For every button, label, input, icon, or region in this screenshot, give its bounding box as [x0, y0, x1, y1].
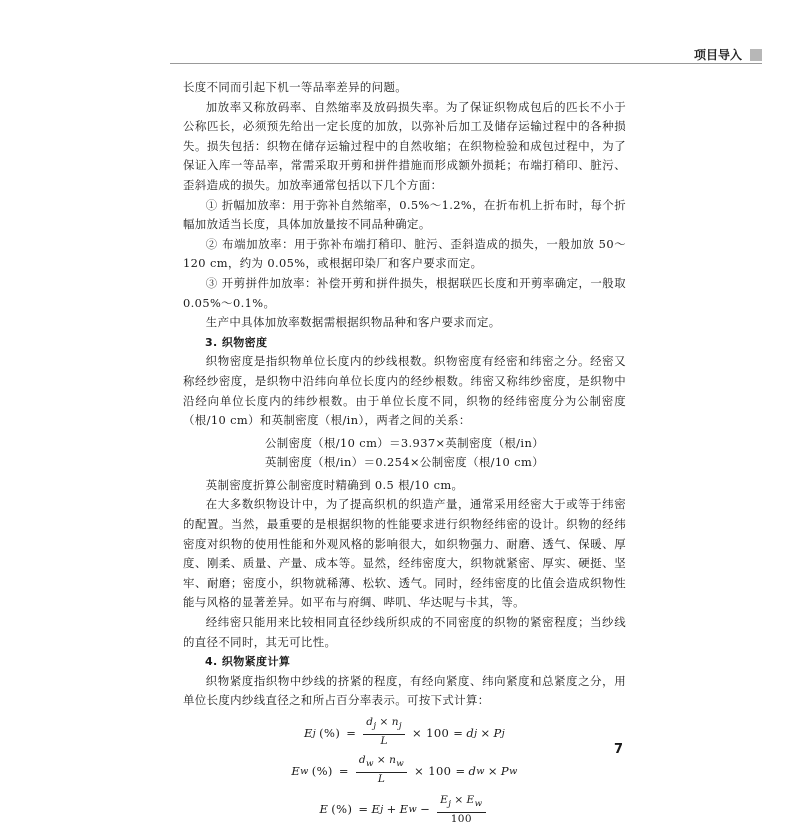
fraction: $\frac{E_j \times E_w}{100}$: [437, 794, 485, 825]
equation-imperial-density: 英制密度（根/in）＝0.254×公制密度（根/10 cm）: [265, 455, 544, 470]
section-heading-tightness: 4. 织物紧度计算: [205, 655, 291, 669]
paragraph-allowance-note: 生产中具体加放率数据需根据织物品种和客户要求而定。: [205, 315, 501, 330]
page-header: [694, 46, 762, 63]
density-equations: [183, 434, 626, 473]
paragraph-cut-allowance: ③ 开剪拼件加放率：补偿开剪和拼件损失，根据联匹长度和开剪率确定，一般取 0.05%～0.1%。: [183, 275, 626, 310]
paragraph-tightness-definition: 织物紧度指织物中纱线的挤紧的程度，有经向紧度、纬向紧度和总紧度之分，用单位长度内纱线直径之和所占百分率表示。可按下式计算：: [183, 673, 626, 708]
header-rule: [170, 63, 762, 64]
formula-weft-tightness: E w (%) = $\frac{d_w \times n_w}{L}$ × 100 = d w × P w: [183, 753, 626, 791]
section-heading-density: 3. 织物密度: [205, 335, 268, 349]
paragraph-density-comparison: 经纬密只能用来比较相同直径纱线所织成的不同密度的织物的紧密程度；当纱线的直径不同时，其无可比性。: [183, 615, 626, 649]
paragraph-continuation: 长度不同而引起下机一等品率差异的问题。: [183, 80, 408, 94]
paragraph-allowance-rate: 加放率又称放码率、自然缩率及放码损失率。为了保证织物成包后的匹长不小于公称匹长，必须预先给出一定长度的加放，以弥补后加工及储存运输过程中的各种损失。损失包括：织物在储存运输过程中的自然收缩；在织物检验和成包过程中，为了保证入库一等品率，常需采取开剪和拼件措施而形成额外损耗；布端打稍印、脏污、歪斜造成的损失。加放率通常包括以下几个方面：: [183, 99, 626, 192]
paragraph-density-definition: 织物密度是指织物单位长度内的纱线根数。织物密度有经密和纬密之分。经密又称经纱密度，是织物中沿纬向单位长度内的经纱根数。纬密又称纬纱密度，是织物中沿经向单位长度内的纬纱根数。由于单位长度不同，织物的经纬密度分为公制密度（根/10 cm）和英制密度（根/in），两者之间的关系：: [183, 354, 626, 428]
paragraph-density-design: 在大多数织物设计中，为了提高织机的织造产量，通常采用经密大于或等于纬密的配置。当然，最重要的是根据织物的性能要求进行织物经纬密的设计。织物的经纬密度对织物的使用性能和外观风格的影响很大，如织物强力、耐磨、透气、保暖、厚度、刚柔、质量、产量、成本等。显然，经纬密度大，织物就紧密、厚实、硬挺、坚牢、耐磨；密度小，织物就稀薄、松软、透气。同时，经纬密度的比值会造成织物性能与风格的显著差异。如平布与府绸、哔叽、华达呢与卡其，等。: [183, 497, 626, 610]
page-body: [183, 78, 626, 833]
tightness-formulas: [183, 715, 626, 829]
paragraph-conversion-precision: 英制密度折算公制密度时精确到 0.5 根/10 cm。: [205, 477, 464, 492]
header-title: 项目导入: [693, 48, 742, 62]
equation-metric-density: 公制密度（根/10 cm）＝3.937×英制密度（根/in）: [265, 435, 544, 450]
formula-warp-tightness: E j (%) = $\frac{d_j \times n_j}{L}$ × 100 = d j × P j: [183, 715, 626, 753]
fraction: $\frac{d_j \times n_j}{L}$: [363, 716, 405, 751]
paragraph-fold-allowance: ① 折幅加放率：用于弥补自然缩率，0.5%～1.2%，在折布机上折布时，每个折幅加放适当长度，具体加放量按不同品种确定。: [183, 197, 626, 232]
formula-total-tightness: E (%) = E j + E w − $\frac{E_j \times E_w}{100}$: [183, 791, 626, 829]
fraction: $\frac{d_w \times n_w}{L}$: [356, 754, 407, 789]
header-marker: [750, 49, 762, 61]
page-number: 7: [614, 742, 624, 757]
paragraph-end-allowance: ② 布端加放率：用于弥补布端打稍印、脏污、歪斜造成的损失，一般加放 50～120 cm，约为 0.05%，或根据印染厂和客户要求而定。: [183, 236, 626, 271]
